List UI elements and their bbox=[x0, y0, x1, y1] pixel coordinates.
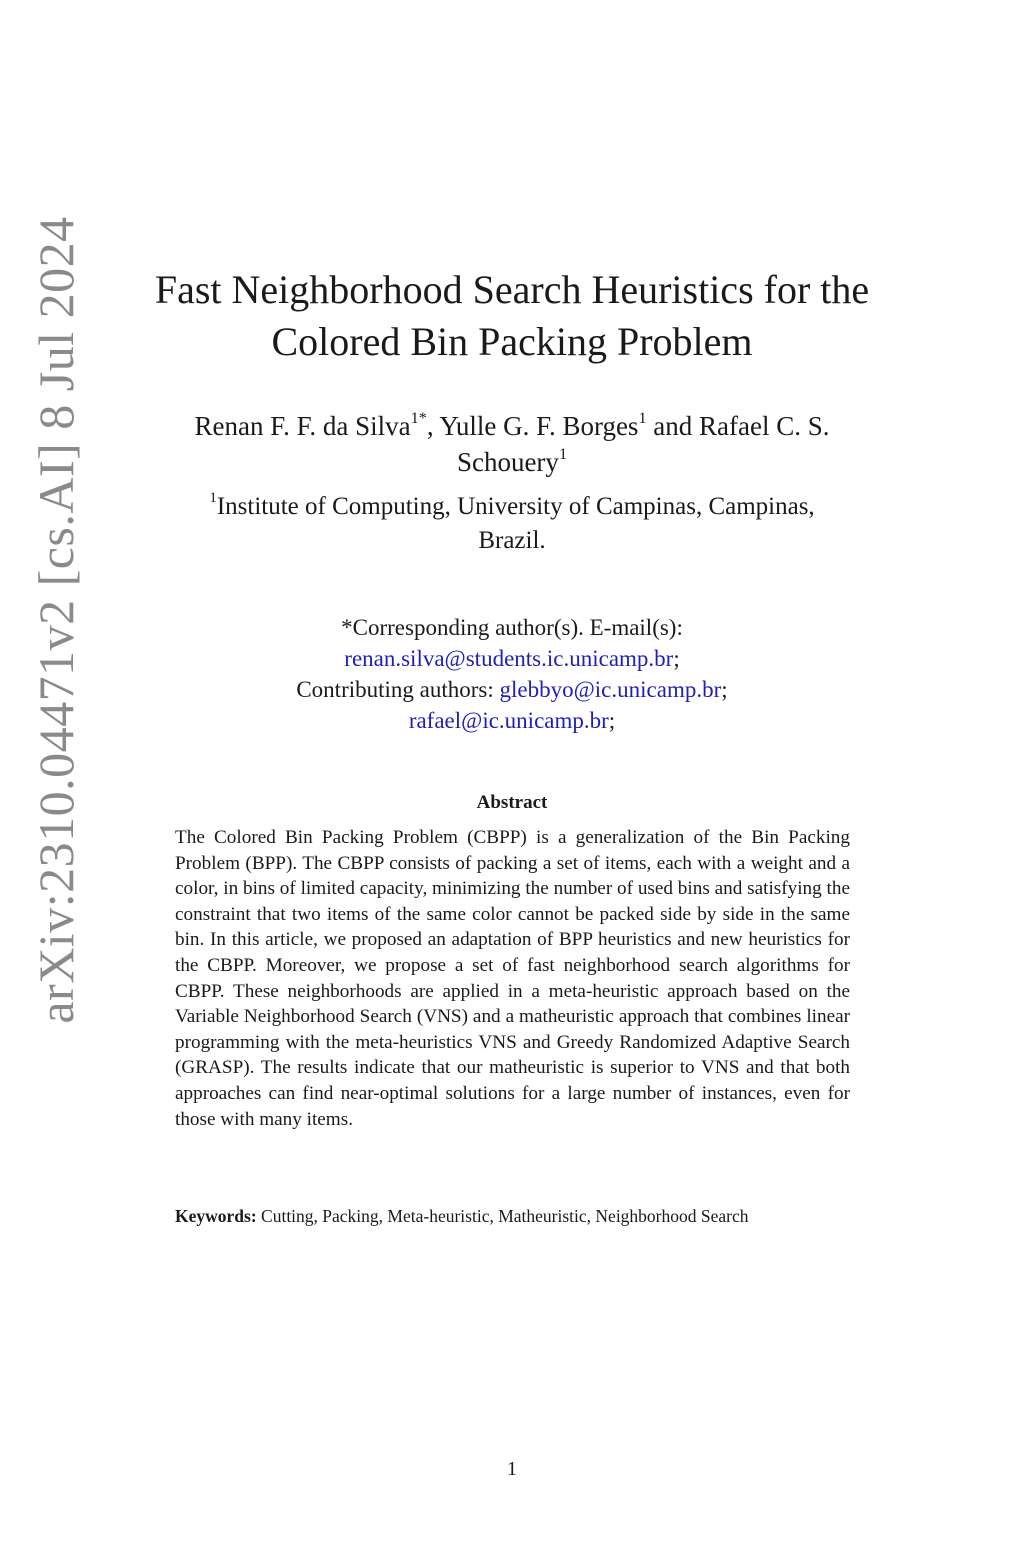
author-affiliation-mark: 1 bbox=[638, 408, 647, 427]
email-link-rafael[interactable]: rafael@ic.unicamp.br bbox=[408, 708, 609, 733]
title-line-1: Fast Neighborhood Search Heuristics for the bbox=[154, 267, 870, 312]
correspondence-block bbox=[180, 612, 844, 736]
author-name: Renan F. F. da Silva bbox=[194, 411, 411, 441]
corresponding-label: *Corresponding author(s). E-mail(s): bbox=[341, 615, 683, 640]
affiliation bbox=[150, 490, 874, 558]
abstract-text: The Colored Bin Packing Problem (CBPP) is a generalization of the Bin Packing Problem (BPP). The CBPP consists of packing a set of items, each with a weight and a color, in bins of limited capacity, minimizing the number of used bins and satisfying the constraint that two items of the same color cannot be packed side by side in the same bin. In this article, we proposed an adaptation of BPP heuristics and new heuristics for the CBPP. Moreover, we propose a set of fast neighborhood search algorithms for CBPP. These neighborhoods are applied in a meta-heuristic approach based on the Variable Neighborhood Search (VNS) and a matheuristic approach that combines linear programming with the meta-heuristics VNS and Greedy Randomized Adaptive Search (GRASP). The results indicate that our matheuristic is superior to VNS and that both approaches can find near-optimal solutions for a large number of instances, even for those with many items. bbox=[175, 827, 850, 1130]
keywords-label: Keywords: bbox=[175, 1206, 257, 1226]
arxiv-stamp: arXiv:2310.04471v2 [cs.AI] 8 Jul 2024 bbox=[28, 216, 84, 1024]
author-affiliation-mark: 1* bbox=[410, 408, 427, 427]
page-number: 1 bbox=[507, 1458, 517, 1480]
author-separator: , bbox=[426, 411, 440, 441]
abstract-heading: Abstract bbox=[476, 792, 548, 813]
affiliation-line-1: Institute of Computing, University of Campinas, Campinas, bbox=[216, 493, 815, 520]
affiliation-mark: 1 bbox=[209, 490, 217, 507]
paper-title bbox=[100, 264, 924, 368]
semicolon: ; bbox=[721, 677, 728, 702]
title-line-2: Colored Bin Packing Problem bbox=[271, 319, 753, 364]
author-name: Rafael C. S. bbox=[699, 411, 830, 441]
author-separator: and bbox=[646, 411, 700, 441]
author-name: Schouery bbox=[456, 447, 559, 477]
affiliation-line-2: Brazil. bbox=[478, 527, 546, 554]
email-link-glebbyo[interactable]: glebbyo@ic.unicamp.br bbox=[499, 677, 722, 702]
author-list bbox=[130, 408, 894, 480]
email-link-renan[interactable]: renan.silva@students.ic.unicamp.br bbox=[344, 646, 674, 671]
keywords-text: Cutting, Packing, Meta-heuristic, Matheuristic, Neighborhood Search bbox=[256, 1206, 749, 1226]
semicolon: ; bbox=[608, 708, 616, 733]
semicolon: ; bbox=[673, 646, 680, 671]
contributing-label: Contributing authors: bbox=[296, 677, 500, 702]
keywords-block bbox=[175, 1205, 835, 1227]
author-name: Yulle G. F. Borges bbox=[439, 411, 639, 441]
author-affiliation-mark: 1 bbox=[558, 444, 568, 463]
